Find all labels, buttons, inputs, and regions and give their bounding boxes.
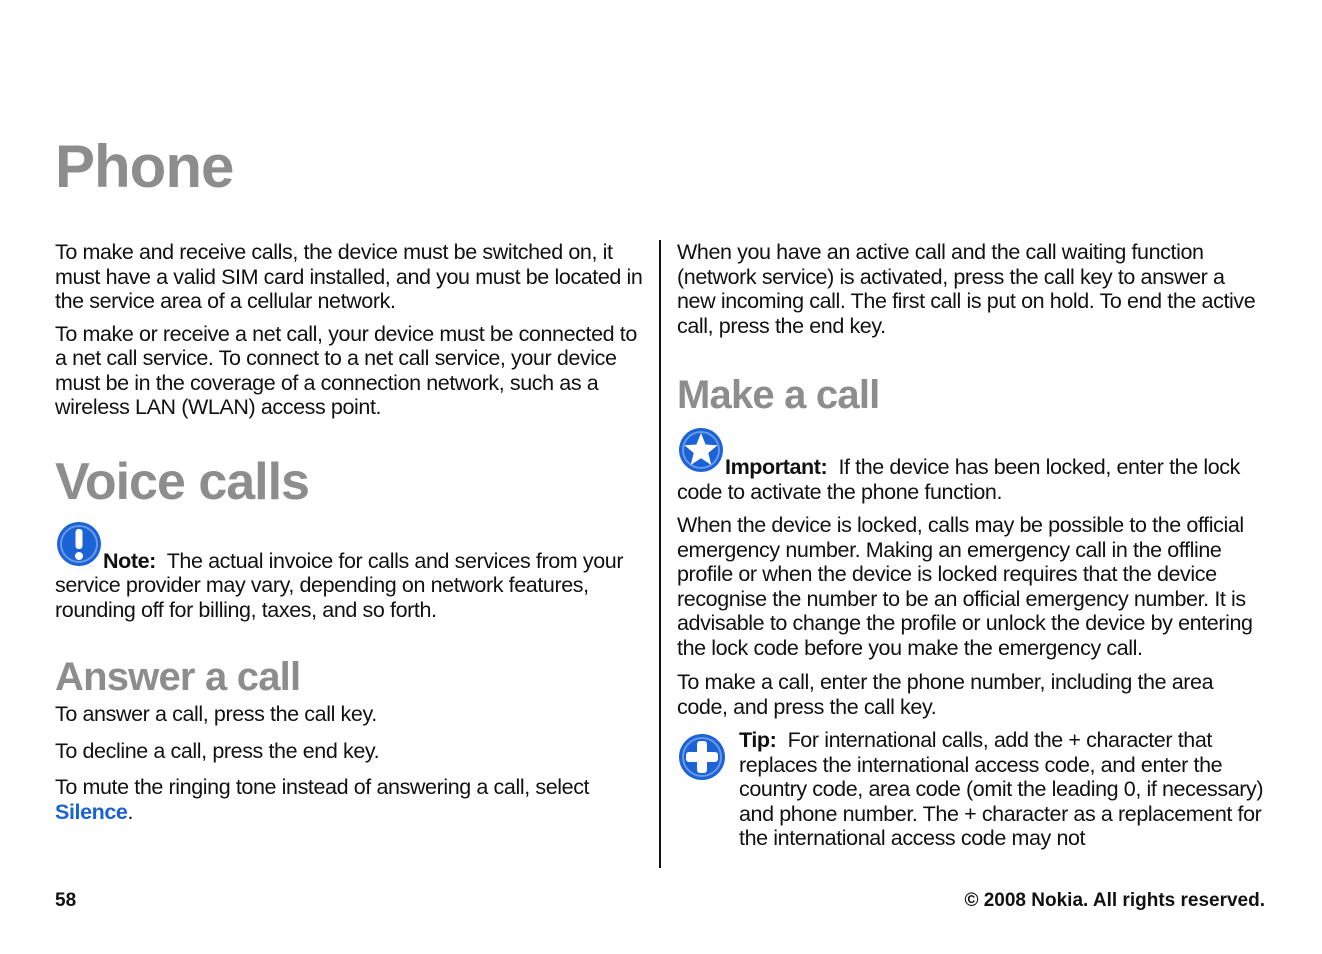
column-divider	[659, 240, 661, 868]
call-waiting-paragraph: When you have an active call and the call waiting function (network service) is activated, press the call key to answer a new incoming call. The first call is put on hold. To end the active call, press the end key.	[677, 240, 1256, 338]
tip-block	[677, 728, 1267, 851]
make-call-paragraph: To make a call, enter the phone number, including the area code, and press the call key.	[677, 670, 1214, 719]
locked-device-paragraph: When the device is locked, calls may be possible to the official emergency number. Making an emergency call in the offline profile or when the device is locked requires that the device recognise the number to be an official emergency number. It is advisable to change the profile or unlock the device by entering the lock code before you make the emergency call.	[677, 513, 1253, 660]
important-label: Important:	[725, 455, 828, 479]
intro-paragraph-2: To make or receive a net call, your device must be connected to a net call service. To connect to a net call service, your device must be in the coverage of a connection network, such as a wireless LAN (WLAN) access point.	[55, 321, 637, 419]
important-text: If the device has been locked, enter the lock code to activate the phone function.	[677, 455, 1240, 504]
right-column	[677, 240, 1267, 851]
note-paragraph	[55, 520, 645, 623]
left-column	[55, 240, 645, 824]
tip-label: Tip:	[739, 728, 777, 752]
make-call-heading: Make a call	[677, 373, 880, 417]
page-title: Phone	[55, 133, 234, 200]
voice-calls-heading: Voice calls	[55, 452, 309, 511]
mute-instruction: To mute the ringing tone instead of answering a call, select	[55, 775, 590, 799]
note-label: Note:	[103, 548, 156, 573]
answer-paragraph-3	[55, 775, 645, 824]
copyright: © 2008 Nokia. All rights reserved.	[964, 890, 1265, 911]
plus-icon	[677, 732, 727, 787]
page-number: 58	[55, 890, 77, 911]
note-text: The actual invoice for calls and services from your service provider may vary, depending on network features, rounding off for billing, taxes, and so forth.	[55, 548, 624, 622]
period: .	[127, 799, 134, 824]
silence-link[interactable]: Silence	[55, 799, 128, 824]
intro-paragraph-1: To make and receive calls, the device must be switched on, it must have a valid SIM card installed, and you must be located in the service area of a cellular network.	[55, 240, 643, 313]
star-icon	[677, 426, 725, 480]
answer-call-heading: Answer a call	[55, 655, 301, 699]
tip-paragraph	[739, 728, 1267, 851]
exclamation-icon	[55, 520, 103, 574]
answer-paragraph-1: To answer a call, press the call key.	[55, 702, 377, 726]
tip-text: For international calls, add the + character that replaces the international access code, and enter the country code, area code (omit the leading 0, if necessary) and phone number. The + character as a replacement for the international access code may not	[739, 728, 1264, 850]
important-paragraph	[677, 426, 1267, 504]
answer-paragraph-2: To decline a call, press the end key.	[55, 738, 380, 763]
